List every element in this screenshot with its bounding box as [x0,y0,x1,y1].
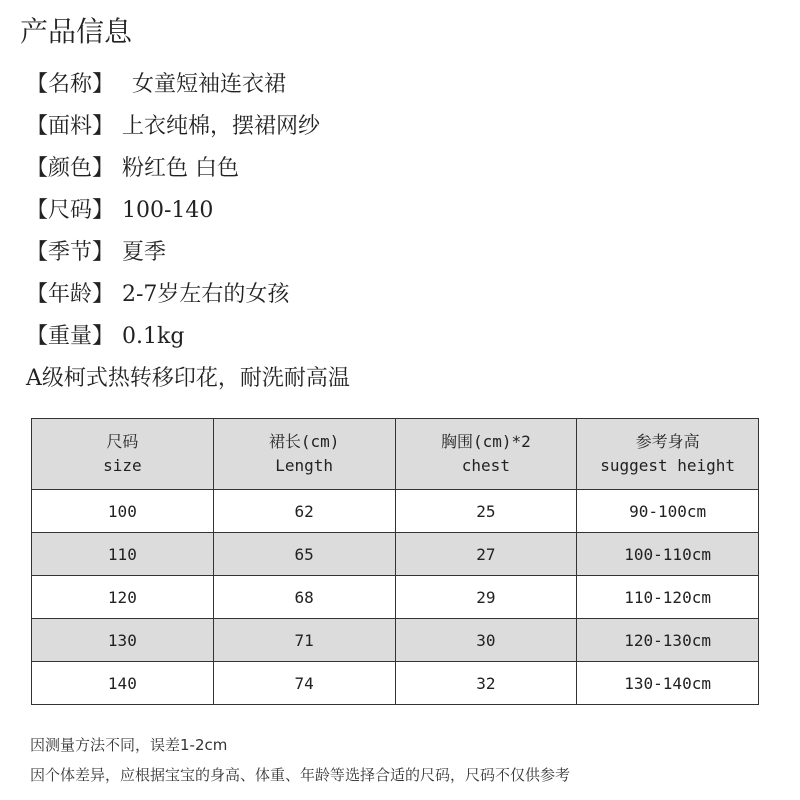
table-cell: 71 [213,619,395,662]
table-cell: 30 [395,619,577,662]
table-cell: 100 [32,490,214,533]
header-label-en: Length [275,456,334,475]
table-row [32,533,759,576]
table-row [32,619,759,662]
info-key: 【颜色】 [26,156,115,181]
info-row-age [26,274,786,316]
table-cell: 29 [395,576,577,619]
info-key: 【尺码】 [26,198,115,223]
info-row-name [26,64,786,106]
table-cell: 32 [395,662,577,705]
header-label-cn: 裙长(cm) [268,432,340,451]
header-label-cn: 尺码 [106,432,139,451]
header-size [32,419,214,490]
header-length [213,419,395,490]
table-cell: 100-110cm [577,533,759,576]
header-label-en: size [103,456,142,475]
header-height [577,419,759,490]
table-cell: 68 [213,576,395,619]
table-cell: 62 [213,490,395,533]
table-cell: 25 [395,490,577,533]
page-title: 产品信息 [20,15,133,48]
info-value: 女童短袖连衣裙 [132,72,287,97]
info-key: 【季节】 [26,240,115,265]
info-key: 【年龄】 [26,282,115,307]
size-chart-table [31,418,759,705]
table-cell: 130 [32,619,214,662]
table-cell: 110-120cm [577,576,759,619]
info-row-size [26,190,786,232]
info-row-color [26,148,786,190]
footnote-size-advice: 因个体差异，应根据宝宝的身高、体重、年龄等选择合适的尺码，尺码不仅供参考 [30,766,571,784]
info-key: 【名称】 [26,72,115,97]
info-key: 【面料】 [26,114,115,139]
info-value: 2-7岁左右的女孩 [122,282,290,307]
table-cell: 120 [32,576,214,619]
header-label-cn: 胸围(cm)*2 [440,432,531,451]
table-header-row [32,419,759,490]
info-value: 上衣纯棉，摆裙网纱 [122,114,321,139]
table-cell: 120-130cm [577,619,759,662]
header-label-en: suggest height [600,456,736,475]
table-row [32,662,759,705]
info-row-season [26,232,786,274]
table-row [32,576,759,619]
table-cell: 27 [395,533,577,576]
table-cell: 130-140cm [577,662,759,705]
header-label-cn: 参考身高 [635,432,700,451]
info-value: 100-140 [122,198,214,223]
info-row-weight [26,316,786,358]
footnote-measurement: 因测量方法不同，误差1-2cm [30,736,228,754]
table-cell: 90-100cm [577,490,759,533]
product-info-list [26,64,786,358]
header-label-en: chest [461,456,510,475]
print-note: A级柯式热转移印花，耐洗耐高温 [26,366,350,391]
table-cell: 140 [32,662,214,705]
table-cell: 110 [32,533,214,576]
info-key: 【重量】 [26,324,115,349]
info-row-fabric [26,106,786,148]
header-chest [395,419,577,490]
table-row [32,490,759,533]
info-value: 0.1kg [122,324,185,349]
table-cell: 74 [213,662,395,705]
info-value: 夏季 [122,240,167,265]
info-value: 粉红色 白色 [122,156,239,181]
table-cell: 65 [213,533,395,576]
